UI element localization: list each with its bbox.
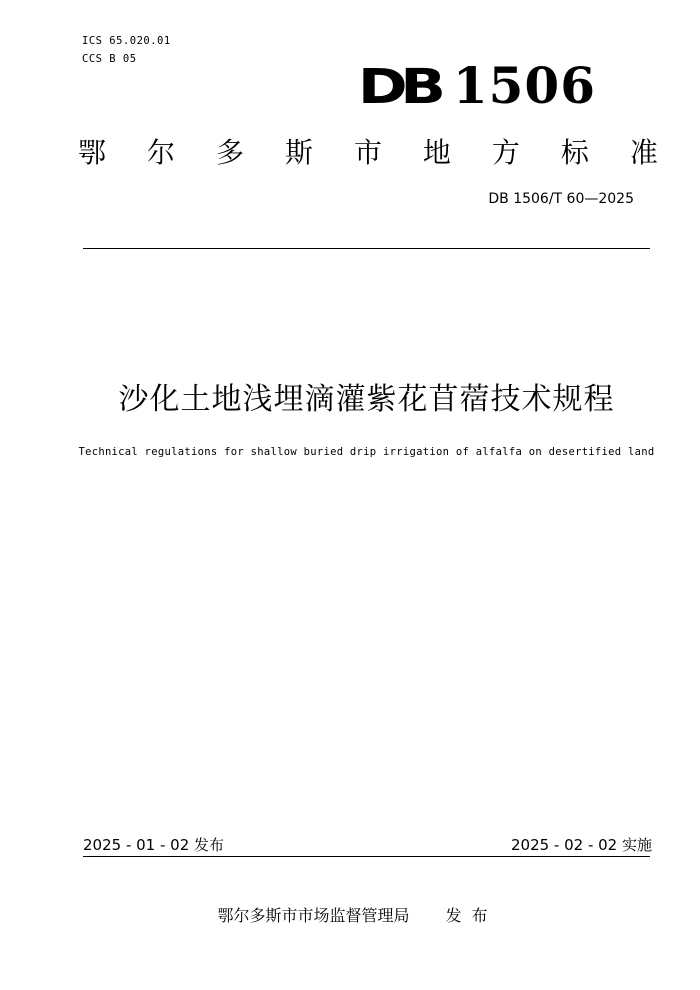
standard-type-char: 鄂 [78, 136, 107, 169]
release-date: 2025 - 01 - 02 发布 [83, 836, 225, 854]
standard-code: DB 1506/T 60—2025 [488, 191, 634, 207]
document-title-en: Technical regulations for shallow buried drip irrigation of alfalfa on desertified land [78, 446, 655, 458]
standard-type-char: 地 [422, 136, 451, 169]
standard-type-char: 尔 [146, 136, 175, 169]
ics-code: ICS 65.020.01 [82, 35, 171, 47]
db-logo-letters: DB [358, 59, 439, 115]
standard-type-char: 多 [215, 136, 244, 169]
publisher-action: 发布 [445, 906, 498, 925]
standard-type-char: 准 [629, 136, 658, 169]
db-logo [358, 56, 596, 115]
standard-type-char: 方 [491, 136, 520, 169]
publisher-line [0, 903, 700, 926]
standard-type-char: 标 [560, 136, 589, 169]
top-divider [83, 248, 650, 249]
document-title-cn: 沙化土地浅埋滴灌紫花苜蓿技术规程 [118, 382, 615, 417]
ccs-code: CCS B 05 [82, 53, 137, 65]
publisher-name: 鄂尔多斯市市场监督管理局 [217, 906, 410, 925]
standard-type-title [78, 133, 658, 173]
db-logo-number: 1506 [452, 56, 596, 115]
implementation-date: 2025 - 02 - 02 实施 [510, 836, 652, 854]
bottom-divider [83, 856, 650, 857]
standard-type-char: 市 [353, 136, 382, 169]
standard-type-char: 斯 [284, 136, 313, 169]
